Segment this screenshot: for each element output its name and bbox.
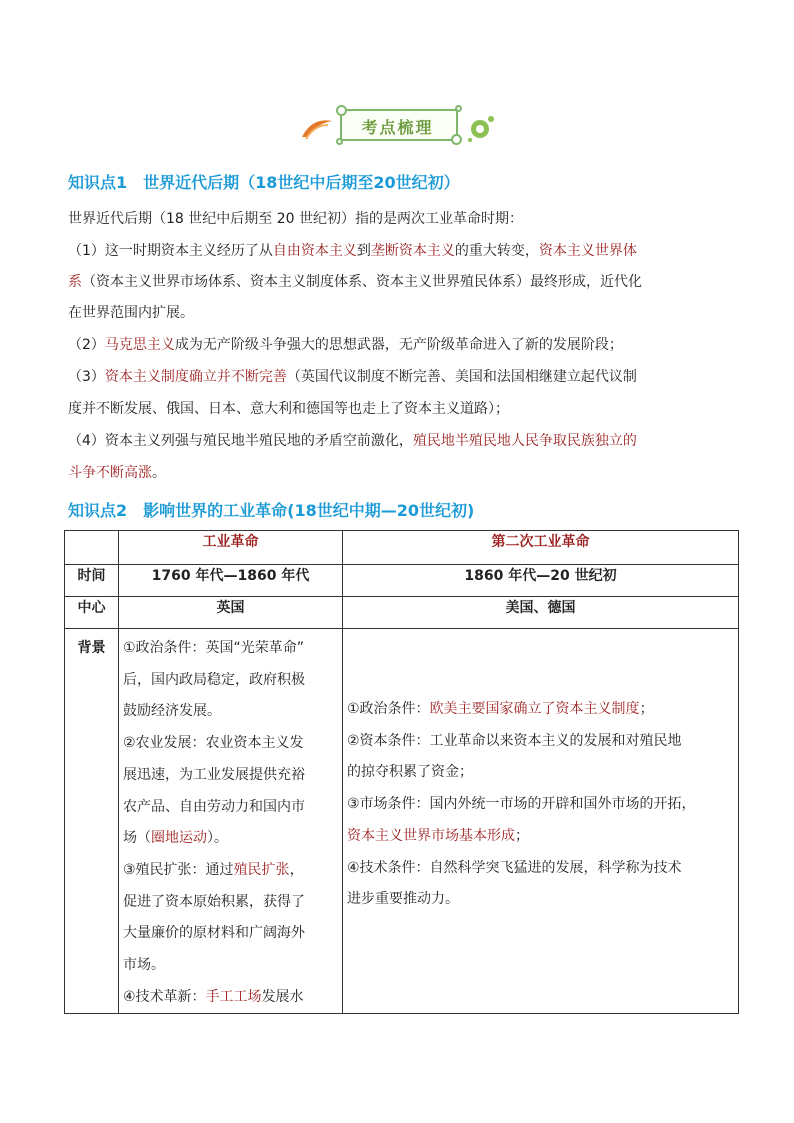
banner-title: 考点梳理 xyxy=(361,117,434,137)
kp1-point-3-line-1: （3）资本主义制度确立并不断完善（英国代议制度不断完善、美国和法国相继建立起代议制 xyxy=(68,369,637,385)
section-banner xyxy=(300,103,495,149)
kp1-point-4-line-2: 斗争不断高涨。 xyxy=(68,465,166,481)
kp2-heading: 知识点2 影响世界的工业革命(18世纪中期—20世纪初) xyxy=(68,501,475,520)
table-row-time xyxy=(65,565,739,597)
kp1-point-1-line-1: （1）这一时期资本主义经历了从自由资本主义到垄断资本主义的重大转变，资本主义世界体 xyxy=(68,243,637,259)
table-header-empty xyxy=(65,531,119,565)
kp1-point-1-line-3: 在世界范围内扩展。 xyxy=(68,305,194,321)
table-header-row xyxy=(65,531,739,565)
table-header-second-revolution: 第二次工业革命 xyxy=(343,531,739,565)
industrial-revolution-table xyxy=(64,530,739,1014)
time-second: 1860 年代—20 世纪初 xyxy=(343,565,739,597)
background-first: ①政治条件：英国“光荣革命” 后，国内政局稳定，政府积极 鼓励经济发展。 ②农业发展：农业资本主义发 展迅速，为工业发展提供充裕 农产品、自由劳动力和国内市 场（圈地运动）。 ③殖民扩张：通过殖民扩张， 促进了资本原始积累，获得了 大量廉价的原材料和广阔海外 市场。 ④技术革新：手工工场发展水 xyxy=(119,629,343,1014)
row-label-background: 背景 xyxy=(65,629,119,1014)
kp1-point-4-line-1: （4）资本主义列强与殖民地半殖民地的矛盾空前激化，殖民地半殖民地人民争取民族独立的 xyxy=(68,433,637,449)
table-header-first-revolution: 工业革命 xyxy=(119,531,343,565)
kp1-point-2: （2）马克思主义成为无产阶级斗争强大的思想武器，无产阶级革命进入了新的发展阶段； xyxy=(68,337,623,353)
background-second: ①政治条件：欧美主要国家确立了资本主义制度； ②资本条件：工业革命以来资本主义的发展和对殖民地 的掠夺积累了资金； ③市场条件：国内外统一市场的开辟和国外市场的开拓， 资本主义世界市场基本形成； ④技术条件：自然科学突飞猛进的发展，科学称为技术 进步重要推动力。 xyxy=(343,629,739,1014)
center-second: 美国、德国 xyxy=(343,597,739,629)
table-row-background xyxy=(65,629,739,1014)
kp1-point-1-line-2: 系（资本主义世界市场体系、资本主义制度体系、资本主义世界殖民体系）最终形成，近代化 xyxy=(68,274,642,290)
kp1-intro: 世界近代后期（18 世纪中后期至 20 世纪初）指的是两次工业革命时期： xyxy=(68,211,523,227)
center-first: 英国 xyxy=(119,597,343,629)
row-label-center: 中心 xyxy=(65,597,119,629)
time-first: 1760 年代—1860 年代 xyxy=(119,565,343,597)
kp1-point-3-line-2: 度并不断发展、俄国、日本、意大利和德国等也走上了资本主义道路）； xyxy=(68,401,509,417)
table-row-center xyxy=(65,597,739,629)
row-label-time: 时间 xyxy=(65,565,119,597)
kp1-heading: 知识点1 世界近代后期（18世纪中后期至20世纪初） xyxy=(68,173,460,192)
leaf-dots-icon xyxy=(465,113,495,143)
